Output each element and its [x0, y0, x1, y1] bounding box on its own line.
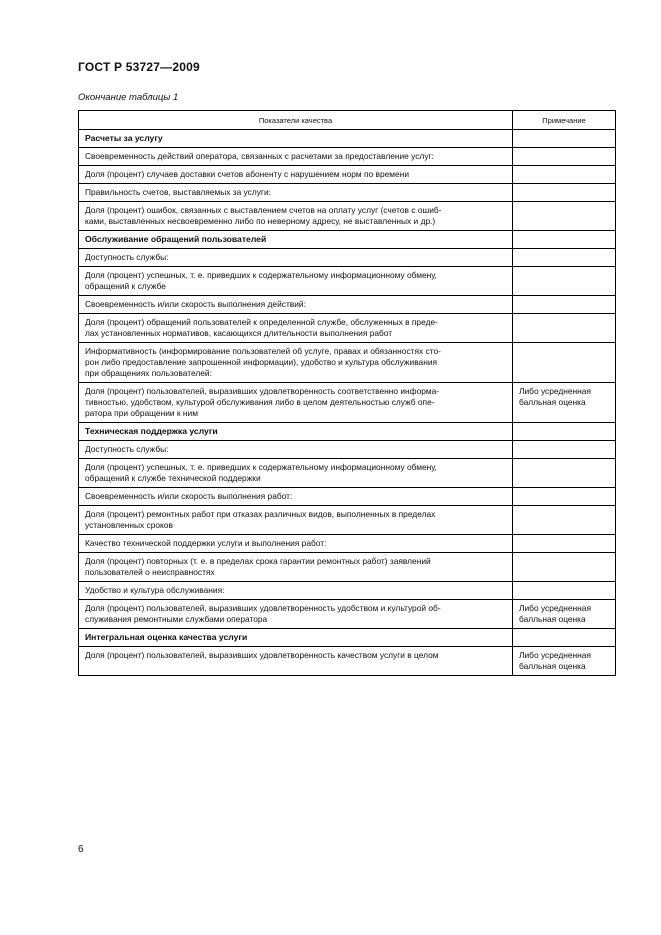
note-cell — [513, 166, 616, 184]
indicator-cell: Своевременность и/или скорость выполнения работ: — [79, 488, 513, 506]
section-row — [79, 130, 616, 148]
indicator-cell: Доля (процент) пользователей, выразивших удовлетворенность соответственно информа- тивностью, удобством, культурой обслуживания либо в целом деятельностью служб опе- ратора при обращении к ним — [79, 383, 513, 423]
note-cell — [513, 629, 616, 647]
table-row — [79, 459, 616, 488]
note-cell — [513, 343, 616, 383]
column-header-indicators: Показатели качества — [79, 111, 513, 130]
note-cell — [513, 231, 616, 249]
indicator-cell: Доля (процент) пользователей, выразивших удовлетворенность удобством и культурой об- служивания ремонтными службами оператора — [79, 600, 513, 629]
indicator-cell: Доля (процент) ошибок, связанных с выставлением счетов на оплату услуг (счетов с ошиб- ками, выставленных несвоевременно либо по неверному адресу, не выставленных и др.) — [79, 202, 513, 231]
table-row — [79, 296, 616, 314]
section-row — [79, 423, 616, 441]
note-cell — [513, 535, 616, 553]
table-row — [79, 647, 616, 676]
table-row — [79, 267, 616, 296]
note-cell — [513, 459, 616, 488]
table-row — [79, 506, 616, 535]
note-cell — [513, 582, 616, 600]
table-row — [79, 202, 616, 231]
table-row — [79, 383, 616, 423]
note-cell — [513, 441, 616, 459]
section-row — [79, 231, 616, 249]
section-row — [79, 629, 616, 647]
indicator-cell: Доля (процент) обращений пользователей к определенной службе, обслуженных в преде- лах установленных нормативов, касающихся длительности выполнения работ — [79, 314, 513, 343]
table-row — [79, 441, 616, 459]
table-header-row — [79, 111, 616, 130]
note-cell — [513, 249, 616, 267]
indicator-cell: Доля (процент) случаев доставки счетов абоненту с нарушением норм по времени — [79, 166, 513, 184]
indicator-cell: Своевременность действий оператора, связанных с расчетами за предоставление услуг: — [79, 148, 513, 166]
table-row — [79, 166, 616, 184]
document-id: ГОСТ Р 53727—2009 — [78, 60, 200, 74]
indicator-cell: Информативность (информирование пользователей об услуге, правах и обязанностях сто- рон либо предоставление запрошенной информации), удобство и культура обслуживания при обращениях пользователей: — [79, 343, 513, 383]
indicator-cell: Доля (процент) ремонтных работ при отказах различных видов, выполненных в пределах установленных сроков — [79, 506, 513, 535]
table-caption: Окончание таблицы 1 — [78, 92, 179, 103]
table-row — [79, 582, 616, 600]
indicator-cell: Правильность счетов, выставляемых за услуги: — [79, 184, 513, 202]
note-cell — [513, 130, 616, 148]
quality-indicators-table — [78, 110, 616, 676]
table-row — [79, 314, 616, 343]
indicator-cell: Доступность службы: — [79, 441, 513, 459]
indicator-cell: Удобство и культура обслуживания: — [79, 582, 513, 600]
indicator-cell: Качество технической поддержки услуги и выполнения работ: — [79, 535, 513, 553]
note-cell — [513, 202, 616, 231]
section-title: Обслуживание обращений пользователей — [79, 231, 513, 249]
indicator-cell: Доля (процент) успешных, т. е. приведших к содержательному информационному обмену, обращений к службе — [79, 267, 513, 296]
note-cell — [513, 506, 616, 535]
column-header-note: Примечание — [513, 111, 616, 130]
note-cell — [513, 488, 616, 506]
section-title: Интегральная оценка качества услуги — [79, 629, 513, 647]
note-cell — [513, 148, 616, 166]
indicator-cell: Своевременность и/или скорость выполнения действий: — [79, 296, 513, 314]
table-row — [79, 553, 616, 582]
note-cell: Либо усредненная балльная оценка — [513, 647, 616, 676]
table-row — [79, 488, 616, 506]
table-row — [79, 343, 616, 383]
note-cell — [513, 423, 616, 441]
note-cell: Либо усредненная балльная оценка — [513, 383, 616, 423]
note-cell — [513, 184, 616, 202]
indicator-cell: Доля (процент) успешных, т. е. приведших к содержательному информационному обмену, обращений к службе технической поддержки — [79, 459, 513, 488]
note-cell: Либо усредненная балльная оценка — [513, 600, 616, 629]
page-number: 6 — [78, 844, 84, 855]
table-row — [79, 148, 616, 166]
table-row — [79, 600, 616, 629]
indicator-cell: Доля (процент) повторных (т. е. в пределах срока гарантии ремонтных работ) заявлений пользователей о неисправностях — [79, 553, 513, 582]
section-title: Техническая поддержка услуги — [79, 423, 513, 441]
section-title: Расчеты за услугу — [79, 130, 513, 148]
note-cell — [513, 553, 616, 582]
note-cell — [513, 296, 616, 314]
table-row — [79, 184, 616, 202]
note-cell — [513, 314, 616, 343]
table-row — [79, 249, 616, 267]
indicator-cell: Доступность службы: — [79, 249, 513, 267]
note-cell — [513, 267, 616, 296]
indicator-cell: Доля (процент) пользователей, выразивших удовлетворенность качеством услуги в целом — [79, 647, 513, 676]
table-row — [79, 535, 616, 553]
